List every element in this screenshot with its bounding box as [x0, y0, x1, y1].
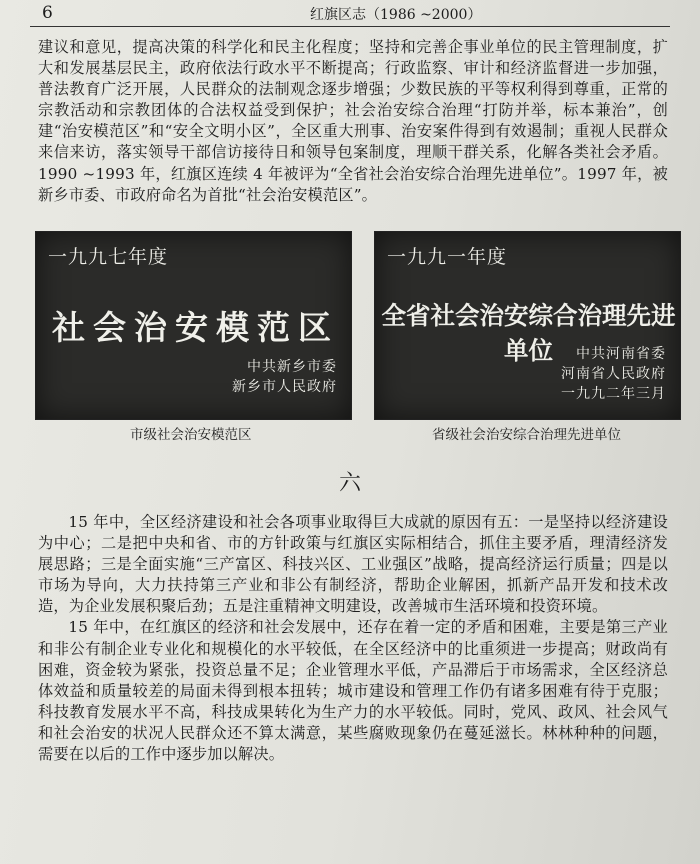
text-line: 制；重视人民群众来信来访，落实领导干部信访接待日和领导包案制度，理顺干群关系，: [38, 122, 668, 162]
issuer-line: 中共河南省委: [576, 346, 666, 362]
plaque-title: 社会治安模范区: [52, 308, 339, 347]
text-line: 进单位”。1997 年，被新乡市委、市政府命名为首批“社会治安模范区”。: [38, 164, 668, 204]
text-line: 15 年中，全区经济建设和社会各项事业取得巨大成就的原因有五：一是坚持以经济: [68, 513, 638, 531]
text-line: 正常的宗教活动和宗教团体的合法权益受到保护；社会治安综合治理“打防并举，标本: [38, 80, 668, 120]
section-six-text: [38, 512, 668, 765]
plaque-issuer: [232, 357, 337, 397]
text-line: 扩大和发展基层民主，政府依法行政水平不断提高；行政监察、审计和经济监督进一步加: [38, 38, 668, 78]
running-title: 红旗区志（1986 ~2000）: [310, 7, 482, 23]
plaque-photo-municipal: [35, 231, 352, 420]
page-header: [30, 0, 670, 27]
text-line: 区经济总体效益和质量较差的局面未得到根本扭转；城市建设和管理工作仍有诸多困难有: [38, 660, 668, 700]
photo-caption: 省级社会治安综合治理先进单位: [432, 427, 621, 443]
text-line: 质量；四是以市场为导向，大力扶持第三产业和非公有制经济，帮助企业解困，抓新产品: [38, 555, 669, 595]
text-line: 风、社会风气和社会治安的状况人民群众还不算太满意，某些腐败现象仍在蔓延滋长。林: [38, 702, 668, 742]
text-line: 建议和意见，提高决策的科学化和民主化程度；坚持和完善企事业单位的民主管理制度，: [38, 38, 653, 56]
text-line: 政尚有困难，资金较为紧张，投资总量不足；企业管理水平低，产品滞后于市场需求，全: [38, 639, 668, 679]
section-text-continued: [38, 37, 668, 206]
plaque-year: 一九九一年度: [387, 246, 508, 268]
issuer-line: 河南省人民政府: [561, 366, 666, 382]
section-number: 六: [339, 471, 362, 496]
paragraph: [38, 512, 668, 617]
paragraph: [38, 617, 668, 765]
text-line: 林种种的问题，需要在以后的工作中逐步加以解决。: [38, 723, 668, 764]
text-line: 开发和技术改造，为企业发展积聚后劲；五是注重精神文明建设，改善城市生活环境和投: [38, 576, 668, 616]
plaque-year: 一九九七年度: [48, 246, 169, 268]
text-line: 产业和非公有制企业专业化和规模化的水平较低，在全区经济中的比重须进一步提高；财: [38, 618, 668, 658]
text-line: 强，普法教育广泛开展，人民群众的法制观念逐步增强；少数民族的平等权利得到尊重，: [38, 59, 668, 99]
text-line: 15 年中，在红旗区的经济和社会发展中，还存在着一定的矛盾和困难，主要是第三: [68, 618, 638, 637]
plaque-title: 全省社会治安综合治理先进单位: [381, 301, 676, 365]
issuer-line: 新乡市人民政府: [232, 379, 337, 395]
photo-caption: 市级社会治安模范区: [130, 427, 252, 443]
plaque-issuer: [561, 344, 666, 404]
page-number: 6: [42, 3, 53, 23]
text-line: 化解各类社会矛盾。1990 ~1993 年，红旗区连续 4 年被评为“全省社会治安综合治理先: [38, 143, 668, 183]
plaque-photo-provincial: [374, 231, 681, 420]
text-line: 兼治”，创建“治安模范区”和“安全文明小区”，全区重大刑事、治安案件得到有效遏: [38, 101, 669, 141]
issue-date: 一九九二年三月: [561, 386, 666, 402]
text-line: 待于克服；科技教育发展水平不高，科技成果转化为生产力的水平较低。同时，党风、政: [38, 681, 669, 721]
text-line: 资环境。: [545, 597, 608, 616]
issuer-line: 中共新乡市委: [247, 359, 337, 375]
text-line: 建设为中心；二是把中央和省、市的方针政策与红旗区实际相结合，抓住主要矛盾，理清: [38, 513, 668, 553]
text-line: 经济发展思路；三是全面实施“三产富区、科技兴区、工业强区”战略，提高经济运行: [38, 534, 668, 574]
